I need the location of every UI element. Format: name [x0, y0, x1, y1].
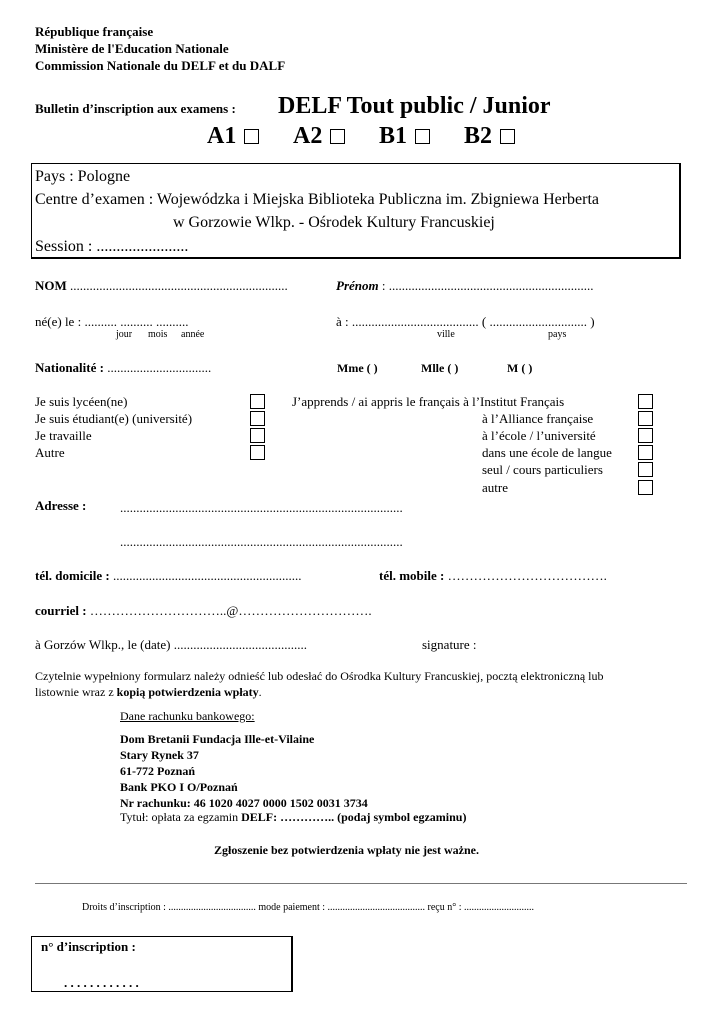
pays-caption: pays — [548, 329, 567, 340]
level-b2-label: B2 — [464, 123, 493, 149]
email-dots: …………………………..@…………………………. — [89, 603, 372, 618]
learn-institut-checkbox[interactable] — [638, 394, 653, 409]
level-a2-label: A2 — [293, 123, 323, 149]
page-title: DELF Tout public / Junior — [278, 93, 551, 119]
bank-city: 61-772 Poznań — [120, 764, 195, 778]
level-b2[interactable] — [464, 122, 515, 150]
registration-number-label: n° d’inscription : — [41, 939, 136, 954]
bank-heading: Dane rachunku bankowego: — [120, 709, 255, 723]
header-republique: République française — [35, 24, 154, 39]
prenom-label: Prénom — [336, 278, 379, 293]
learn-institut-label: J’apprends / ai appris le français à l’Institut Français — [292, 394, 565, 409]
status-autre-label: Autre — [35, 445, 65, 460]
nom-dots: ................................................................... — [70, 278, 288, 293]
status-etudiant-checkbox[interactable] — [250, 411, 265, 426]
nationality-field[interactable] — [35, 360, 211, 376]
status-autre-checkbox[interactable] — [250, 445, 265, 460]
level-a2-checkbox[interactable] — [330, 129, 345, 144]
level-a1[interactable] — [207, 122, 259, 150]
exam-center-field-line2: w Gorzowie Wlkp. - Ośrodek Kultury Francuskiej — [173, 214, 495, 231]
header-commission: Commission Nationale du DELF et du DALF — [35, 58, 286, 73]
home-phone-label: tél. domicile : — [35, 568, 110, 583]
mois-caption: mois — [148, 329, 168, 340]
notice-line2-plain: listownie wraz z — [35, 685, 114, 699]
level-b1-checkbox[interactable] — [415, 129, 430, 144]
address-line1[interactable]: ....................................................................................... — [120, 500, 403, 515]
prenom-dots: : ............................................................... — [381, 278, 594, 293]
level-a1-label: A1 — [207, 123, 237, 149]
learn-seul-label: seul / cours particuliers — [482, 462, 603, 477]
learn-ecole-label: à l’école / l’université — [482, 428, 596, 443]
footer-divider — [35, 883, 687, 884]
notice-line2-end: . — [258, 685, 262, 699]
ville-caption: ville — [437, 329, 455, 340]
bank-title-plain: Tytuł: opłata za egzamin — [120, 810, 239, 824]
bank-account: Nr rachunku: 46 1020 4027 0000 1502 0031 3734 — [120, 796, 368, 810]
birth-date-field[interactable]: né(e) le : .......... .......... .......... — [35, 314, 189, 329]
birth-place-field[interactable]: à : ....................................... ( .............................. ) — [336, 314, 595, 329]
learn-alliance-label: à l’Alliance française — [482, 411, 594, 426]
level-a1-checkbox[interactable] — [244, 129, 259, 144]
learn-seul-checkbox[interactable] — [638, 462, 653, 477]
notice-line2-bold: kopią potwierdzenia wpłaty — [116, 685, 259, 699]
learn-alliance-checkbox[interactable] — [638, 411, 653, 426]
jour-caption: jour — [116, 329, 133, 340]
title-mlle[interactable]: Mlle ( ) — [421, 361, 459, 375]
title-prefix: Bulletin d’inscription aux examens : — [35, 101, 236, 116]
notice-line2 — [35, 685, 262, 700]
bank-title — [120, 810, 466, 825]
nationality-dots: ................................ — [107, 360, 212, 375]
session-field[interactable]: Session : ....................... — [35, 238, 189, 255]
status-travaille-checkbox[interactable] — [250, 428, 265, 443]
signature-field[interactable]: signature : — [422, 637, 477, 652]
level-b1-label: B1 — [379, 123, 408, 149]
learn-ecole-checkbox[interactable] — [638, 428, 653, 443]
learn-ecole-langue-checkbox[interactable] — [638, 445, 653, 460]
bank-street: Stary Rynek 37 — [120, 748, 199, 762]
mobile-phone-label: tél. mobile : — [379, 568, 445, 583]
status-travaille-label: Je travaille — [35, 428, 92, 443]
learn-ecole-langue-label: dans une école de langue — [482, 445, 612, 460]
email-label: courriel : — [35, 603, 87, 618]
mobile-phone-dots: ………………………………. — [447, 568, 607, 583]
bank-title-bold: DELF: ………….. (podaj symbol egzaminu) — [241, 810, 467, 824]
nom-field[interactable] — [35, 278, 288, 294]
title-mme[interactable]: Mme ( ) — [337, 361, 378, 375]
notice-line1: Czytelnie wypełniony formularz należy odnieść lub odesłać do Ośrodka Kultury Francuskiej, pocztą elektroniczną lub — [35, 669, 604, 683]
email-field[interactable] — [35, 603, 372, 619]
learn-autre-checkbox[interactable] — [638, 480, 653, 495]
nom-label: NOM — [35, 278, 67, 293]
address-label: Adresse : — [35, 498, 87, 513]
country-field: Pays : Pologne — [35, 168, 131, 185]
home-phone-dots: .......................................................... — [112, 568, 302, 583]
title-m[interactable]: M ( ) — [507, 361, 533, 375]
status-lyceen-label: Je suis lycéen(ne) — [35, 394, 128, 409]
level-b2-checkbox[interactable] — [500, 129, 515, 144]
payment-warning: Zgłoszenie bez potwierdzenia wpłaty nie jest ważne. — [214, 843, 479, 857]
address-line2[interactable]: ....................................................................................... — [120, 534, 403, 549]
mobile-phone-field[interactable] — [379, 568, 607, 584]
bank-name: Dom Bretanii Fundacja Ille-et-Vilaine — [120, 732, 315, 746]
status-lyceen-checkbox[interactable] — [250, 394, 265, 409]
nationality-label: Nationalité : — [35, 360, 104, 375]
level-b1[interactable] — [379, 122, 430, 150]
status-etudiant-label: Je suis étudiant(e) (université) — [35, 411, 193, 426]
home-phone-field[interactable] — [35, 568, 301, 584]
registration-number-dots: . . . . . . . . . . . . — [64, 975, 139, 990]
learn-autre-label: autre — [482, 480, 508, 495]
annee-caption: année — [181, 329, 205, 340]
level-a2[interactable] — [293, 122, 345, 150]
bank-branch: Bank PKO I O/Poznań — [120, 780, 238, 794]
exam-center-field: Centre d’examen : Wojewódzka i Miejska Biblioteka Publiczna im. Zbigniewa Herberta — [35, 191, 600, 208]
admin-fields-line: Droits d’inscription : ................................... mode paiement : ....................................... reçu n° : ............................ — [82, 902, 535, 913]
header-ministere: Ministère de l'Education Nationale — [35, 41, 229, 56]
prenom-field[interactable] — [336, 278, 594, 294]
place-date-field[interactable]: à Gorzów Wlkp., le (date) ......................................... — [35, 637, 307, 652]
